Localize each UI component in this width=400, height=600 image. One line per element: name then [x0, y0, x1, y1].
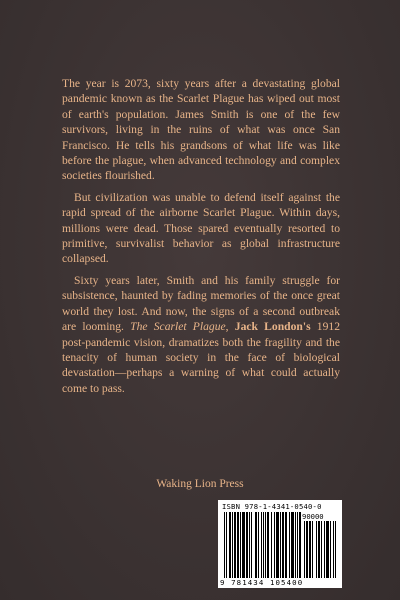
- barcode-bar: [289, 512, 290, 578]
- barcode-bar: [249, 512, 250, 578]
- author-name-bold: Jack London's: [234, 320, 311, 334]
- isbn-label: ISBN 978-1-4341-0540-0: [222, 502, 322, 511]
- barcode-bar: [237, 512, 239, 578]
- publisher-name: Waking Lion Press: [156, 478, 244, 490]
- barcode-bar: [261, 512, 262, 578]
- barcode-bar: [295, 512, 296, 578]
- isbn-barcode: [218, 500, 342, 588]
- barcode-bar: [255, 512, 257, 578]
- barcode-bar: [240, 512, 241, 578]
- barcode-bar: [333, 521, 334, 578]
- barcode-bar: [251, 512, 252, 578]
- price-addon-bars: [304, 521, 336, 578]
- barcode-bar: [265, 512, 266, 578]
- book-blurb: [62, 76, 340, 402]
- ean13-bars: [224, 512, 302, 578]
- barcode-bar: [280, 512, 281, 578]
- barcode-bar: [271, 512, 272, 578]
- barcode-bar: [229, 512, 231, 578]
- barcode-bar: [242, 512, 245, 578]
- barcode-bar: [232, 512, 233, 578]
- barcode-bar: [321, 521, 322, 578]
- blurb-paragraph-3-end: 1912 post-pandemic vision, dramatizes both the fragility and the tenacity of human society in the face of biological devastation—perhaps a warning of what could actually come to pass.: [62, 320, 340, 395]
- title-author-separator: ,: [225, 320, 235, 334]
- barcode-bar: [312, 521, 313, 578]
- barcode-bar: [326, 521, 329, 578]
- barcode-bar: [226, 512, 227, 578]
- barcode-bar: [285, 512, 287, 578]
- barcode-bar: [267, 512, 269, 578]
- blurb-paragraph-1: The year is 2073, sixty years after a devastating global pandemic known as the Scarlet Plague has wiped out most of earth's population. James Smith is one of the few survivors, living in the ruins of what was once San Francisco. He tells his grandsons of what life was like before the plague, when advanced technology and complex societies flourished.: [62, 77, 340, 183]
- barcode-bar: [246, 512, 248, 578]
- barcode-bar: [306, 521, 308, 578]
- blurb-paragraph-2: But civilization was unable to defend itself against the rapid spread of the airborne Scarlet Plague. Within days, millions were dead. Those spared eventually resorted to primitive, survivalist behavior as global infrastructure collapsed.: [62, 190, 340, 266]
- barcode-digits: 9 781434 105400: [220, 578, 304, 587]
- barcode-bar: [330, 521, 331, 578]
- barcode-bar: [304, 521, 305, 578]
- book-title-italic: The Scarlet Plague: [130, 320, 226, 334]
- barcode-bar: [309, 521, 311, 578]
- barcode-bar: [274, 512, 275, 578]
- barcode-bar: [297, 512, 298, 578]
- barcode-bar: [318, 521, 320, 578]
- barcode-bar: [324, 521, 325, 578]
- barcode-bar: [335, 521, 336, 578]
- barcode-bar: [224, 512, 225, 578]
- barcode-bar: [282, 512, 284, 578]
- barcode-bar: [291, 512, 294, 578]
- blurb-paragraph-3: [62, 273, 340, 396]
- blurb-paragraph-3-intro: Sixty years later, Smith and his family struggle for subsistence, haunted by fading memories of the once great world they lost. And now, the signs of a second outbreak are looming.: [62, 273, 340, 334]
- price-code: 90000: [302, 512, 324, 521]
- barcode-bar: [258, 512, 259, 578]
- barcode-bar: [299, 512, 301, 578]
- barcode-bar: [234, 512, 236, 578]
- barcode-bar: [263, 512, 264, 578]
- barcode-bar: [316, 521, 317, 578]
- barcode-bar: [276, 512, 279, 578]
